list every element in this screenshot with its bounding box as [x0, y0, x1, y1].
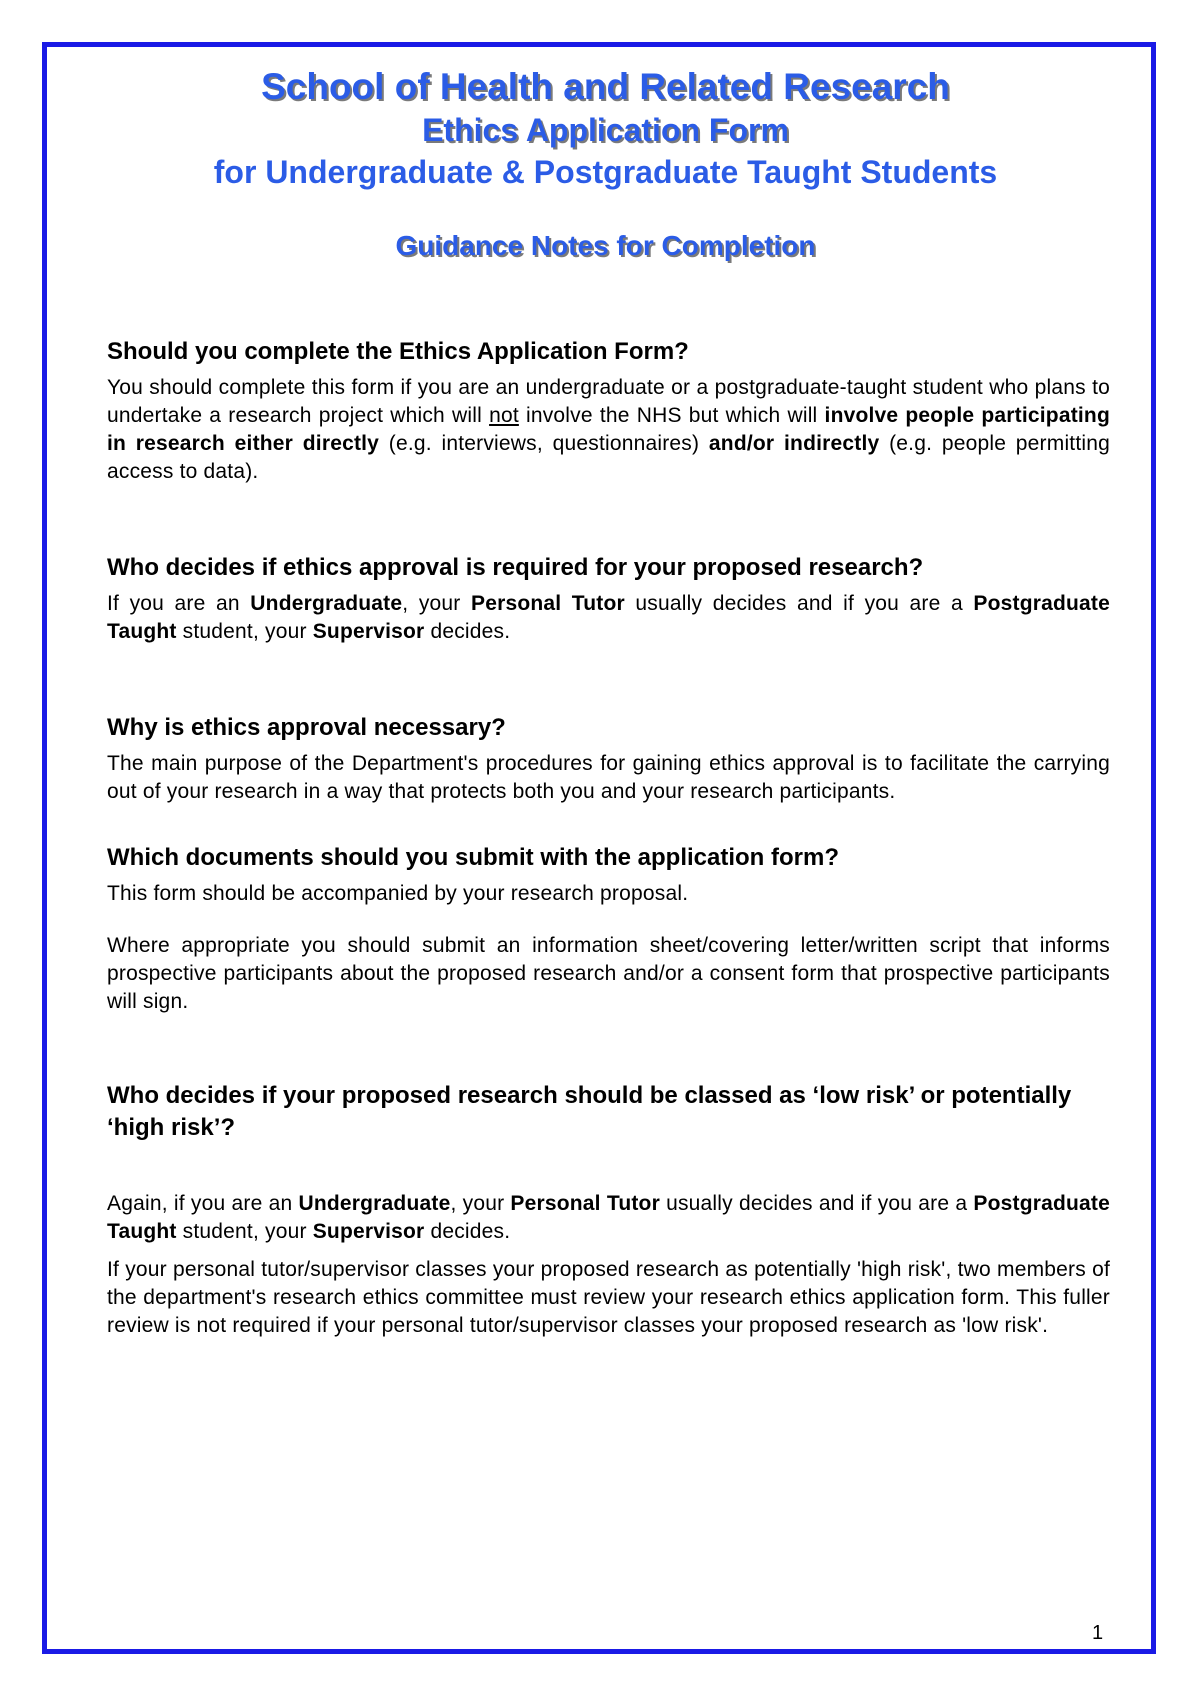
section-which-documents [107, 842, 1110, 1016]
section-paragraph [107, 1190, 1110, 1246]
text-run: , your [402, 592, 471, 615]
text-run: student, your [176, 620, 313, 643]
bold-text: Postgraduate Taught [107, 1192, 1110, 1243]
text-run: If you are an [107, 592, 251, 615]
text-run: (e.g. people permitting access to data). [107, 432, 1111, 483]
section-paragraph [107, 374, 1110, 486]
section-why-necessary [107, 712, 1110, 806]
bold-text: Postgraduate Taught [107, 592, 1110, 643]
text-run: decides. [424, 1220, 511, 1243]
section-paragraph: The main purpose of the Department's procedures for gaining ethics approval is to facilitate the carrying out of your research in a way that protects both you and your research participants. [107, 752, 1110, 803]
bold-text: Undergraduate [250, 592, 403, 615]
bold-text: and/or indirectly [708, 432, 880, 455]
text-run: student, your [176, 1220, 313, 1243]
audience-subtitle: for Undergraduate & Postgraduate Taught Students [213, 154, 998, 190]
section-who-decides-approval [107, 552, 1110, 646]
text-run: usually decides and if you are a [624, 592, 974, 615]
section-should-complete [107, 336, 1110, 486]
text-run: , your [450, 1192, 511, 1215]
section-heading: Which documents should you submit with the application form? [107, 844, 839, 871]
section-paragraph [107, 590, 1110, 646]
document-content [107, 64, 1110, 1340]
text-run: decides. [424, 620, 511, 643]
bold-text: Personal Tutor [510, 1192, 660, 1215]
page-number: 1 [1092, 1622, 1104, 1644]
bold-text: Personal Tutor [470, 592, 625, 615]
text-run: involve the NHS but which will [518, 404, 825, 427]
underlined-text: not [489, 404, 519, 427]
section-risk-classification [107, 1080, 1110, 1340]
text-run: usually decides and if you are a [659, 1192, 974, 1215]
bold-text: involve people participating in research either directly [107, 404, 1110, 455]
bold-text: Supervisor [312, 1220, 425, 1243]
section-heading: Should you complete the Ethics Application Form? [107, 338, 689, 365]
section-heading: Why is ethics approval necessary? [107, 714, 506, 741]
school-title: School of Health and Related Research [261, 66, 950, 107]
text-run: (e.g. interviews, questionnaires) [379, 432, 709, 455]
section-paragraph: If your personal tutor/supervisor classes your proposed research as potentially 'high risk', two members of the department's research ethics committee must review your research ethics application form. This fuller review is not required if your personal tutor/supervisor classes your proposed research as 'low risk'. [107, 1258, 1110, 1337]
form-title: Ethics Application Form [422, 112, 789, 148]
text-run: You should complete this form if you are an undergraduate or a postgraduate-taught student who plans to undertake a research project which will [107, 376, 1110, 427]
bold-text: Supervisor [312, 620, 425, 643]
section-heading: Who decides if ethics approval is required for your proposed research? [107, 554, 924, 581]
section-heading: Who decides if your proposed research should be classed as ‘low risk’ or potentially ‘high risk’? [107, 1082, 1072, 1141]
text-run: Again, if you are an [107, 1192, 299, 1215]
section-paragraph: This form should be accompanied by your research proposal. [107, 882, 689, 905]
section-paragraph: Where appropriate you should submit an information sheet/covering letter/written script that informs prospective participants about the proposed research and/or a consent form that prospective participants will sign. [107, 934, 1110, 1013]
bold-text: Undergraduate [298, 1192, 451, 1215]
guidance-title: Guidance Notes for Completion [395, 230, 816, 261]
title-block [104, 64, 1107, 264]
